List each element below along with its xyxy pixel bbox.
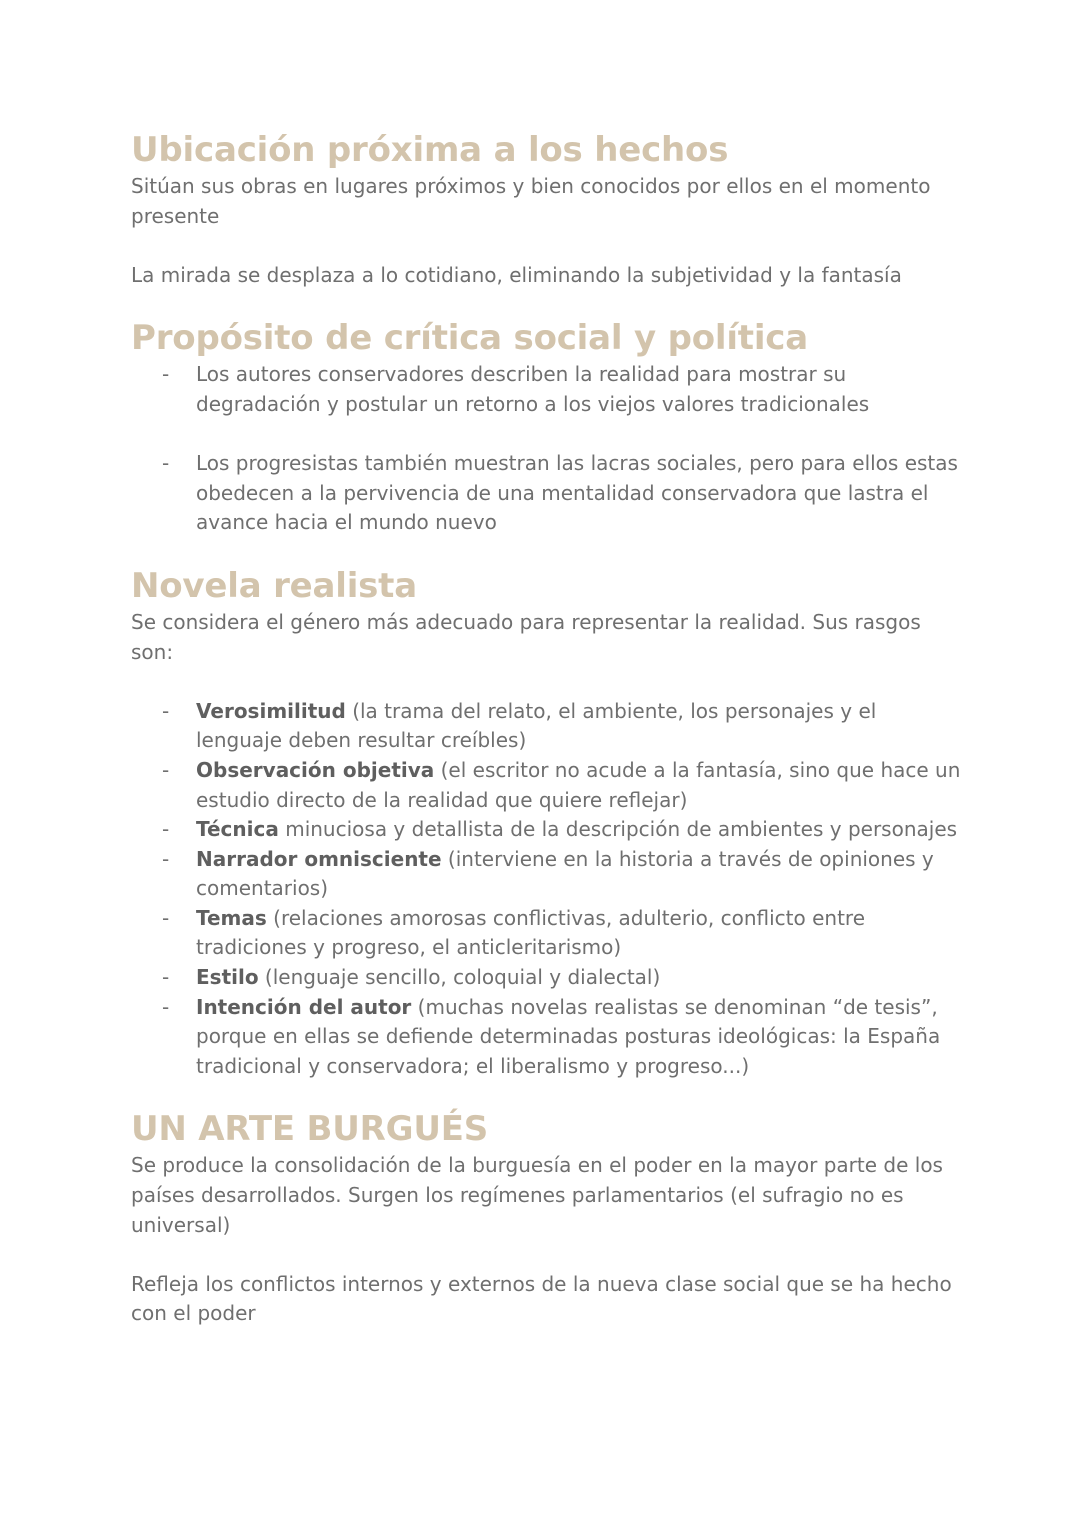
feature-term: Narrador omnisciente xyxy=(196,846,442,871)
dash-marker: - xyxy=(162,846,170,871)
document-page xyxy=(131,128,961,1329)
dash-marker: - xyxy=(162,965,170,990)
list-item xyxy=(131,904,961,963)
dash-marker: - xyxy=(162,362,170,387)
heading-proposito: Propósito de crítica social y política xyxy=(131,318,808,359)
paragraph-novela-intro: Se considera el género más adecuado para representar la realidad. Sus rasgos son: xyxy=(131,609,921,664)
dash-marker: - xyxy=(162,817,170,842)
list-item xyxy=(131,360,961,419)
feature-term: Estilo xyxy=(196,965,259,990)
novela-features-list xyxy=(131,697,961,1082)
list-item xyxy=(131,756,961,815)
list-item xyxy=(131,963,961,993)
heading-ubicacion: Ubicación próxima a los hechos xyxy=(131,130,729,170)
feature-text: minuciosa y detallista de la descripción de ambientes y personajes xyxy=(278,817,958,842)
heading-novela: Novela realista xyxy=(131,565,417,606)
feature-text: (muchas novelas realistas se denominan “de tesis”, porque en ellas se defiende determinadas posturas ideológicas: la España tradicional y conservadora; el liberalismo y progreso...) xyxy=(196,994,941,1078)
list-item xyxy=(131,993,961,1082)
feature-term: Temas xyxy=(196,905,267,930)
feature-text: (interviene en la historia a través de opiniones y comentarios) xyxy=(196,846,934,901)
list-item-text: Los progresistas también muestran las lacras sociales, pero para ellos estas obedecen a la pervivencia de una mentalidad conservadora que lastra el avance hacia el mundo nuevo xyxy=(196,451,958,535)
heading-burgues: UN ARTE BURGUÉS xyxy=(131,1109,489,1150)
list-item xyxy=(131,697,961,756)
feature-text: (el escritor no acude a la fantasía, sino que hace un estudio directo de la realidad que quiere reflejar) xyxy=(196,757,961,812)
feature-term: Observación objetiva xyxy=(196,757,435,782)
dash-marker: - xyxy=(162,451,170,476)
paragraph-burgues-1: Se produce la consolidación de la burguesía en el poder en la mayor parte de los países desarrollados. Surgen los regímenes parlamentarios (el sufragio no es universal) xyxy=(131,1153,943,1237)
feature-text: (lenguaje sencillo, coloquial y dialectal) xyxy=(258,965,661,990)
feature-text: (la trama del relato, el ambiente, los personajes y el lenguaje deben resultar creíbles) xyxy=(196,698,877,753)
paragraph-ubicacion-2: La mirada se desplaza a lo cotidiano, eliminando la subjetividad y la fantasía xyxy=(131,262,902,287)
dash-marker: - xyxy=(162,757,170,782)
paragraph-burgues-2: Refleja los conflictos internos y externos de la nueva clase social que se ha hecho con el poder xyxy=(131,1271,952,1326)
dash-marker: - xyxy=(162,905,170,930)
feature-text: (relaciones amorosas conflictivas, adulterio, conflicto entre tradiciones y progreso, el anticleritarismo) xyxy=(196,905,865,960)
list-item xyxy=(131,449,961,538)
feature-term: Técnica xyxy=(196,817,279,842)
list-item xyxy=(131,845,961,904)
feature-term: Verosimilitud xyxy=(196,698,346,723)
dash-marker: - xyxy=(162,698,170,723)
proposito-list xyxy=(131,360,961,538)
list-item-text: Los autores conservadores describen la realidad para mostrar su degradación y postular un retorno a los viejos valores tradicionales xyxy=(196,362,870,416)
dash-marker: - xyxy=(162,994,170,1019)
feature-term: Intención del autor xyxy=(196,994,412,1019)
list-item xyxy=(131,815,961,845)
paragraph-ubicacion-1: Sitúan sus obras en lugares próximos y bien conocidos por ellos en el momento presente xyxy=(131,174,931,228)
